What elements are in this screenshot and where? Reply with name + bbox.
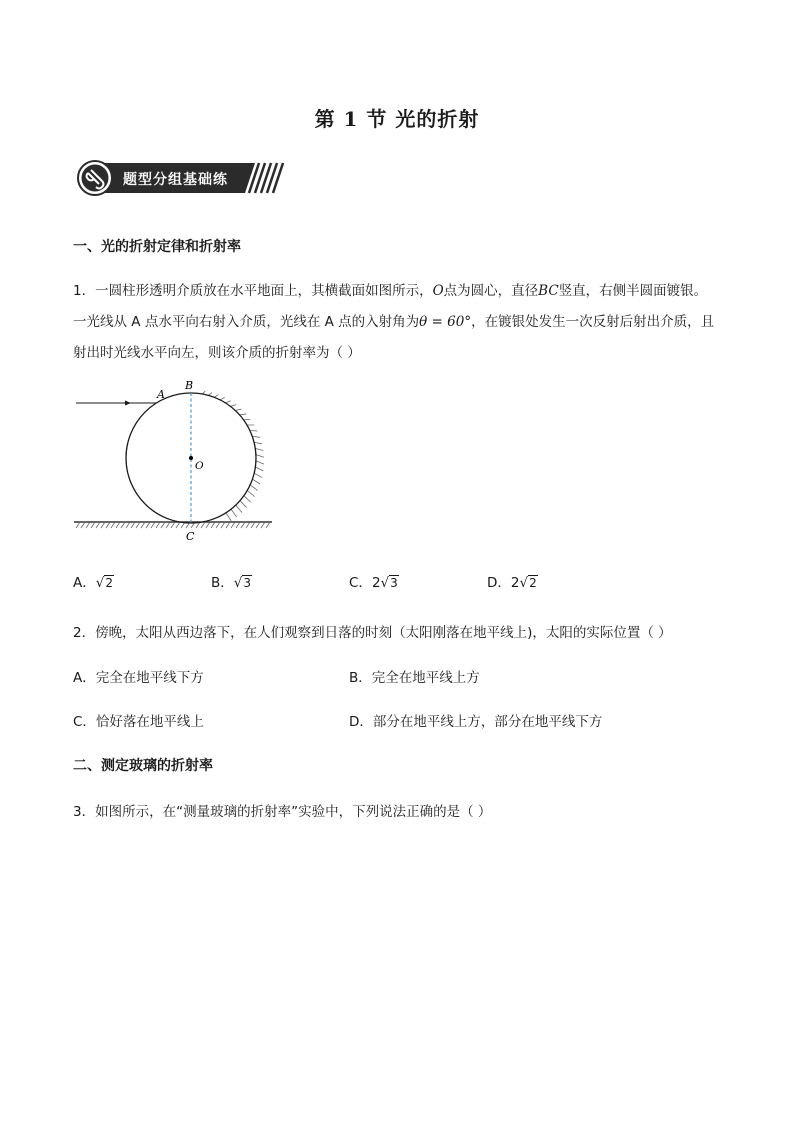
ground-hatch-tick: [246, 522, 250, 528]
silver-hatch-tick: [252, 436, 260, 437]
q1-option-a[interactable]: A．√2: [73, 575, 113, 591]
ground-hatch-tick: [111, 522, 115, 528]
ground-hatch-tick: [121, 522, 125, 528]
silver-hatch-tick: [254, 473, 262, 477]
silver-hatch: [202, 391, 264, 521]
ground-hatch-tick: [251, 522, 255, 528]
ground-hatch-tick: [256, 522, 260, 528]
ground-hatch-tick: [241, 522, 245, 528]
ground-hatch-tick: [101, 522, 105, 528]
q1-option-c[interactable]: C．2√3: [349, 575, 398, 591]
silver-hatch-tick: [236, 505, 242, 512]
silver-hatch-tick: [235, 409, 241, 410]
silver-hatch-tick: [226, 513, 231, 521]
ground-hatch-tick: [236, 522, 240, 528]
ground-hatch-tick: [96, 522, 100, 528]
ground-hatch-tick: [166, 522, 170, 528]
ground-hatch-tick: [161, 522, 165, 528]
ground-hatch-tick: [266, 522, 270, 528]
badge-label: 题型分组基础练: [123, 172, 228, 188]
ground-hatch-tick: [206, 522, 210, 528]
silver-hatch-tick: [247, 491, 254, 497]
center-point: [189, 456, 193, 460]
silver-hatch-tick: [240, 501, 247, 508]
silver-hatch-tick: [250, 485, 257, 490]
label-o: O: [195, 460, 204, 472]
ground-hatch-tick: [261, 522, 265, 528]
ground-hatch-tick: [211, 522, 215, 528]
q2-option-c[interactable]: C．恰好落在地平线上: [73, 714, 204, 730]
q3-stem: 3．如图所示，在“测量玻璃的折射率”实验中，下列说法正确的是（ ）: [73, 804, 492, 820]
q1-line-3: 射出时光线水平向左，则该介质的折射率为（ ）: [73, 345, 361, 361]
ground-hatch-tick: [91, 522, 95, 528]
label-b: B: [185, 379, 194, 392]
ground-hatch-tick: [131, 522, 135, 528]
silver-hatch-tick: [256, 455, 264, 458]
ground-hatch-tick: [156, 522, 160, 528]
ground-hatch-tick: [231, 522, 235, 528]
label-c: C: [186, 530, 195, 543]
silver-hatch-tick: [256, 461, 264, 464]
silver-hatch-tick: [244, 496, 251, 502]
ground-hatch-tick: [151, 522, 155, 528]
ground-hatch-tick: [106, 522, 110, 528]
silver-hatch-tick: [254, 442, 262, 444]
section-2-title: 二、测定玻璃的折射率: [73, 758, 213, 774]
q1-figure: [70, 372, 280, 547]
ground-hatch-tick: [81, 522, 85, 528]
ground-hatch-tick: [226, 522, 230, 528]
ground-hatch-tick: [171, 522, 175, 528]
ground-hatch-tick: [146, 522, 150, 528]
ground-hatch-tick: [141, 522, 145, 528]
ground-hatch-tick: [176, 522, 180, 528]
q2-option-a[interactable]: A．完全在地平线下方: [73, 670, 204, 686]
silver-hatch-tick: [231, 405, 237, 407]
ground-hatch-tick: [221, 522, 225, 528]
ground-hatch-tick: [126, 522, 130, 528]
ground-hatch-tick: [116, 522, 120, 528]
silver-hatch-tick: [231, 509, 237, 517]
ground-hatch-tick: [201, 522, 205, 528]
q2-stem: 2．傍晚，太阳从西边落下，在人们观察到日落的时刻（太阳刚落在地平线上)，太阳的实际位置（ ）: [73, 625, 672, 641]
q1-option-d[interactable]: D．2√2: [487, 575, 537, 591]
q1-option-b[interactable]: B．√3: [211, 575, 252, 591]
q2-option-b[interactable]: B．完全在地平线上方: [349, 670, 480, 686]
silver-hatch-tick: [255, 448, 263, 450]
label-a: A: [157, 388, 165, 401]
silver-hatch-tick: [255, 467, 263, 471]
section-1-title: 一、光的折射定律和折射率: [73, 239, 241, 255]
section-badge: [75, 160, 285, 200]
ground-hatch-tick: [76, 522, 80, 528]
q2-option-d[interactable]: D．部分在地平线上方，部分在地平线下方: [349, 714, 603, 730]
q1-line-1: 1．一圆柱形透明介质放在水平地面上，其横截面如图所示，O点为圆心，直径BC竖直，右侧半圆面镀银。: [73, 283, 708, 299]
ground-hatch-tick: [136, 522, 140, 528]
silver-hatch-tick: [225, 401, 230, 403]
page-title: 第 1 节 光的折射: [314, 107, 480, 131]
ray-arrow-icon: [125, 401, 131, 406]
silver-hatch-tick: [240, 414, 246, 415]
silver-hatch-tick: [252, 479, 260, 484]
ground-hatch-tick: [86, 522, 90, 528]
silver-hatch-tick: [244, 419, 251, 420]
ground-hatch-tick: [216, 522, 220, 528]
q1-line-2: 一光线从 A 点水平向右射入介质，光线在 A 点的入射角为θ = 60°，在镀银处发生一次反射后射出介质，且: [73, 314, 715, 330]
